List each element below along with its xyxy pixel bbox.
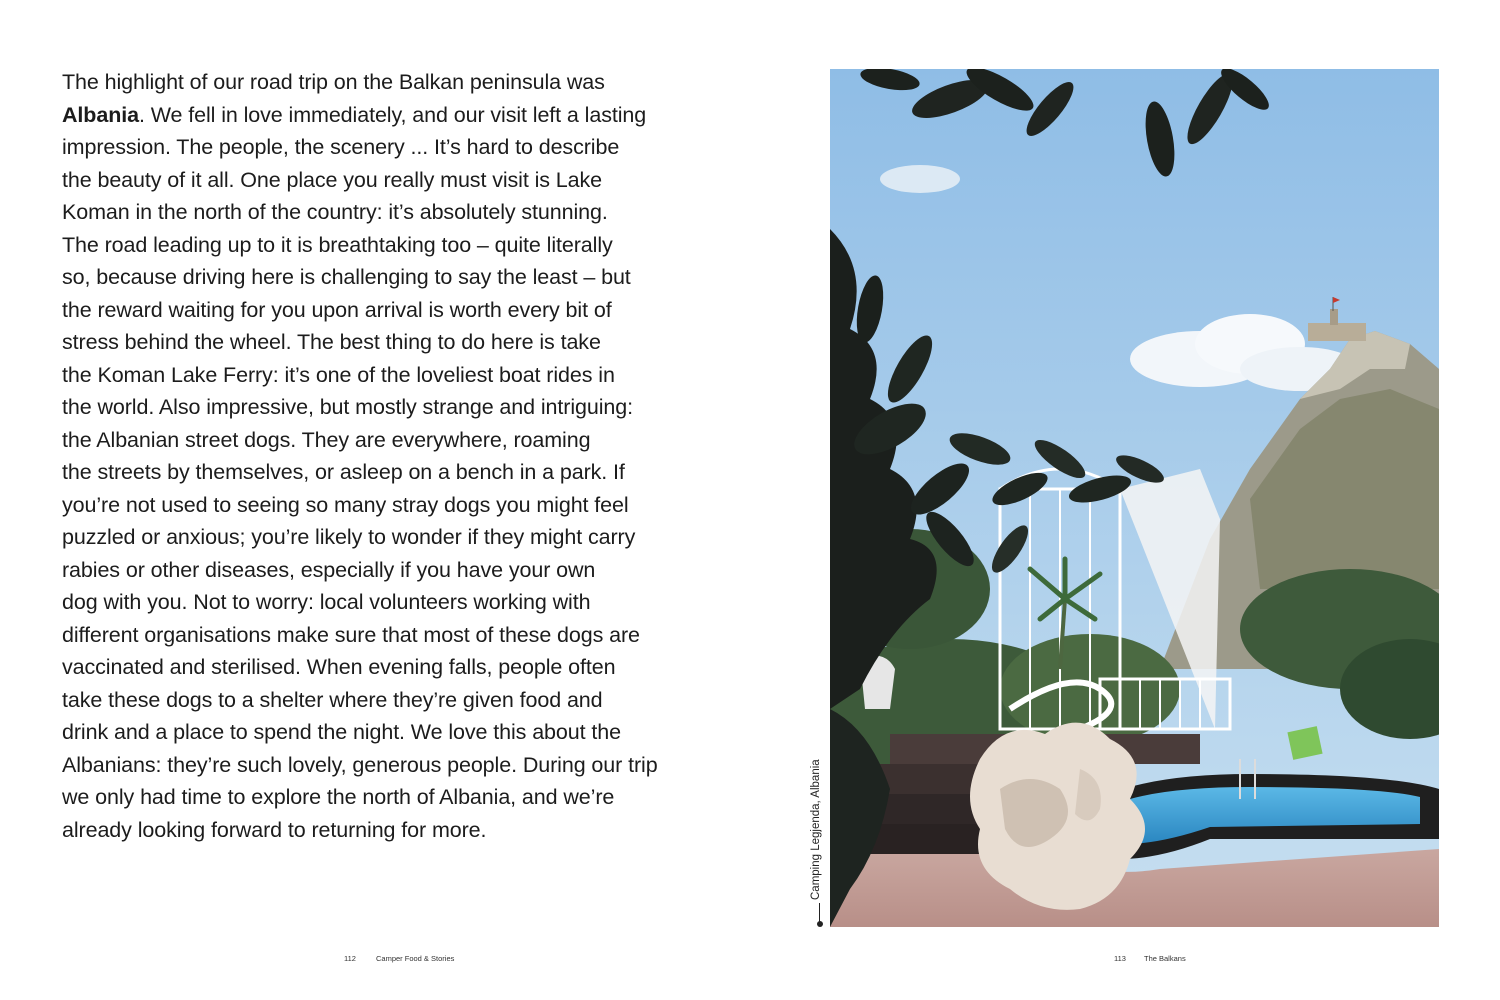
line-text: different organisations make sure that most of these dogs are bbox=[62, 622, 640, 647]
photo-caption: Camping Legjenda, Albania bbox=[810, 759, 822, 900]
body-paragraph bbox=[62, 66, 682, 846]
paragraph-line bbox=[62, 716, 682, 749]
paragraph-line bbox=[62, 651, 682, 684]
paragraph-line bbox=[62, 261, 682, 294]
page-number-right: 113 bbox=[1114, 954, 1126, 963]
line-text: drink and a place to spend the night. We love this about the bbox=[62, 720, 621, 744]
paragraph-line bbox=[62, 294, 682, 327]
line-text: vaccinated and sterilised. When evening falls, people often bbox=[62, 655, 616, 679]
line-text: Koman in the north of the country: it’s absolutely stunning. bbox=[62, 200, 608, 224]
line-text: puzzled or anxious; you’re likely to wonder if they might carry bbox=[62, 525, 636, 549]
paragraph-line bbox=[62, 684, 682, 717]
page-number-left: 112 bbox=[344, 954, 356, 963]
paragraph-line bbox=[62, 164, 682, 197]
paragraph-line bbox=[62, 554, 682, 587]
line-text: the streets by themselves, or asleep on a bench in a park. If bbox=[62, 460, 625, 484]
paragraph-line bbox=[62, 456, 682, 489]
line-text: dog with you. Not to worry: local volunteers working with bbox=[62, 590, 591, 614]
bold-term: Albania bbox=[62, 102, 139, 127]
paragraph-line bbox=[62, 619, 682, 652]
right-page bbox=[750, 0, 1500, 1000]
paragraph-line bbox=[62, 359, 682, 392]
running-title-right: The Balkans bbox=[1144, 954, 1186, 963]
line-text: so, because driving here is challenging to say the least – but bbox=[62, 265, 631, 289]
paragraph-line bbox=[62, 229, 682, 262]
line-text: stress behind the wheel. The best thing to do here is take bbox=[62, 330, 601, 354]
caption-dot bbox=[817, 921, 823, 927]
paragraph-line bbox=[62, 489, 682, 522]
line-text: the world. Also impressive, but mostly strange and intriguing: bbox=[62, 395, 633, 419]
paragraph-line bbox=[62, 99, 682, 132]
paragraph-line bbox=[62, 521, 682, 554]
paragraph-line bbox=[62, 749, 682, 782]
line-text: you’re not used to seeing so many stray dogs you might feel bbox=[62, 492, 629, 517]
paragraph-line bbox=[62, 814, 682, 847]
paragraph-line bbox=[62, 196, 682, 229]
line-text: the beauty of it all. One place you really must visit is Lake bbox=[62, 167, 603, 192]
line-text: take these dogs to a shelter where they’re given food and bbox=[62, 687, 603, 712]
paragraph-line bbox=[62, 586, 682, 619]
line-text: the Koman Lake Ferry: it’s one of the loveliest boat rides in bbox=[62, 362, 615, 387]
line-text: The road leading up to it is breathtaking too – quite literally bbox=[62, 232, 613, 257]
line-text: the reward waiting for you upon arrival is worth every bit of bbox=[62, 297, 612, 322]
line-text: impression. The people, the scenery ... It’s hard to describe bbox=[62, 135, 620, 159]
line-text: the Albanian street dogs. They are everywhere, roaming bbox=[62, 427, 591, 452]
line-text: already looking forward to returning for more. bbox=[62, 817, 487, 842]
running-title-left: Camper Food & Stories bbox=[376, 954, 455, 963]
paragraph-line bbox=[62, 131, 682, 164]
line-text: The highlight of our road trip on the Balkan peninsula was bbox=[62, 70, 605, 94]
paragraph-line bbox=[62, 326, 682, 359]
paragraph-line bbox=[62, 66, 682, 99]
paragraph-line bbox=[62, 781, 682, 814]
campsite-photo bbox=[830, 69, 1439, 927]
paragraph-line bbox=[62, 424, 682, 457]
line-text: . We fell in love immediately, and our visit left a lasting bbox=[138, 102, 647, 127]
line-text: rabies or other diseases, especially if you have your own bbox=[62, 557, 596, 582]
line-text: we only had time to explore the north of Albania, and we’re bbox=[62, 785, 615, 809]
paragraph-line bbox=[62, 391, 682, 424]
line-text: Albanians: they’re such lovely, generous people. During our trip bbox=[62, 752, 658, 777]
